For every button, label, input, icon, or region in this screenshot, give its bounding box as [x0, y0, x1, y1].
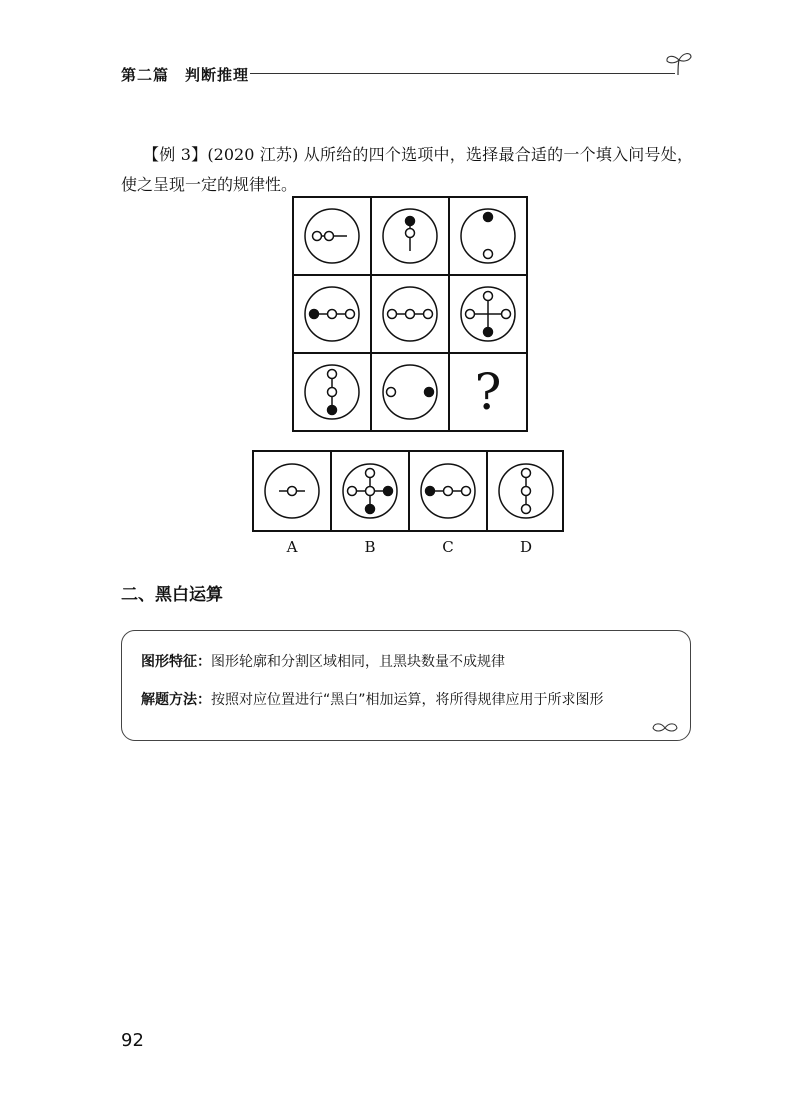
question-mark: ?: [474, 363, 502, 421]
tip-label-method: 解题方法：: [141, 692, 211, 708]
section-title: 二、黑白运算: [121, 585, 223, 605]
puzzle-cell-8: [383, 365, 437, 419]
puzzle-cell-5: [383, 287, 437, 341]
option-d-label: D: [519, 538, 533, 556]
puzzle-cell-4: [305, 287, 359, 341]
sprout-icon: [664, 50, 694, 76]
header-title: 第二篇 判断推理: [121, 66, 250, 84]
leaf-icon: [652, 722, 678, 734]
puzzle-cell-6: [461, 287, 515, 341]
puzzle-cell-3: [461, 209, 515, 263]
puzzle-cell-1: [305, 209, 359, 263]
option-c-figure[interactable]: [421, 464, 475, 518]
puzzle-grid: [292, 196, 528, 432]
option-a-label: A: [286, 538, 298, 556]
tip-line-method: [141, 689, 604, 709]
tip-text-features: 图形轮廓和分割区域相同，且黑块数量不成规律: [211, 654, 505, 670]
option-b-figure[interactable]: [343, 464, 397, 518]
option-c-label: C: [442, 538, 454, 556]
tip-box: [121, 630, 691, 741]
option-b-label: B: [364, 538, 376, 556]
puzzle-cell-7: [305, 365, 359, 419]
puzzle-cell-2: [383, 209, 437, 263]
example-statement: 【例 3】(2020 江苏) 从所给的四个选项中，选择最合适的一个填入问号处，使之呈现一定的规律性。: [121, 145, 693, 194]
tip-label-features: 图形特征：: [141, 654, 211, 670]
header-rule: [250, 73, 675, 74]
tip-line-features: [141, 651, 505, 671]
options-row: [252, 450, 564, 532]
tip-text-method: 按照对应位置进行“黑白”相加运算，将所得规律应用于所求图形: [211, 692, 604, 708]
page-number: 92: [121, 1030, 144, 1051]
option-d-figure[interactable]: [499, 464, 553, 518]
option-a-figure[interactable]: [265, 464, 319, 518]
